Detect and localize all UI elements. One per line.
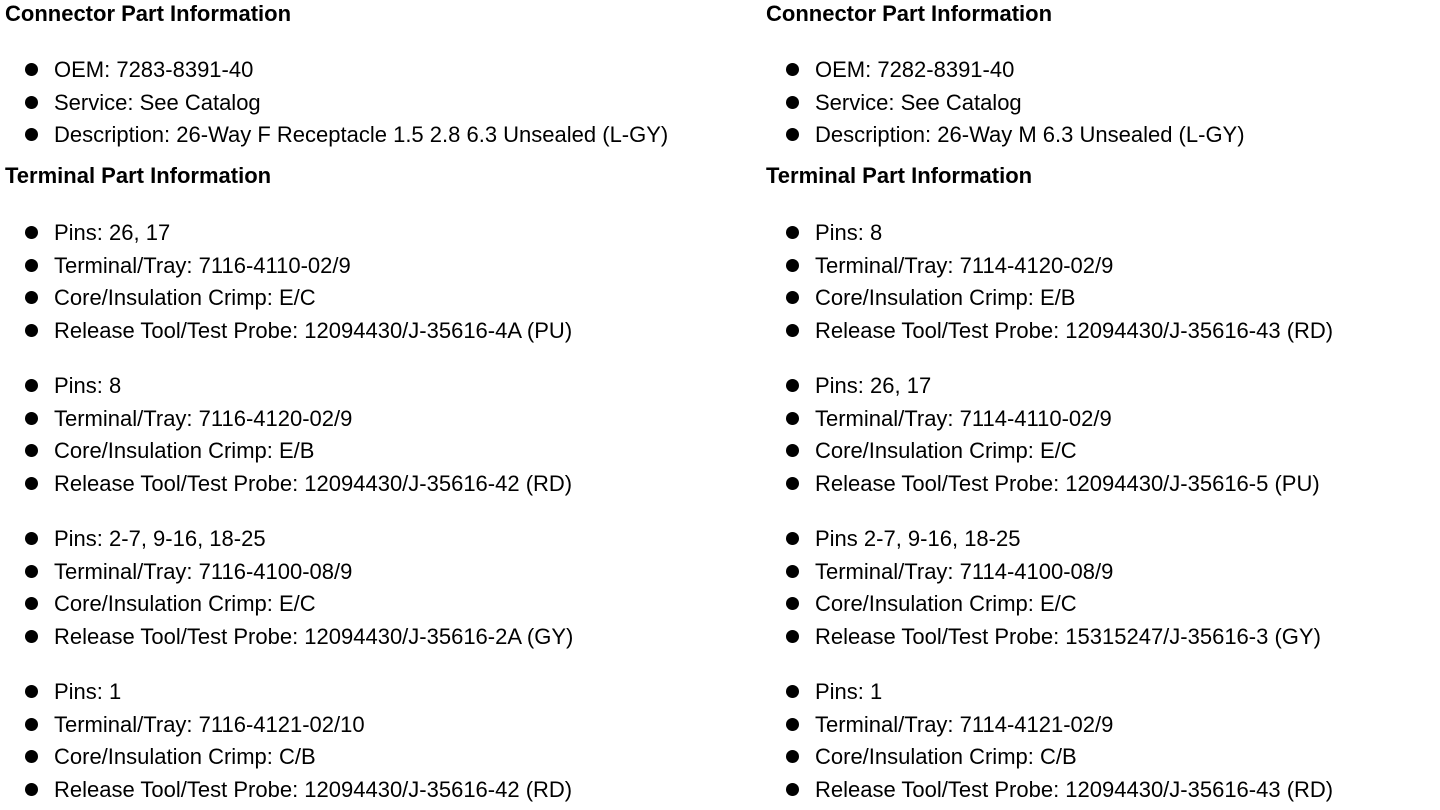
bullet-icon (25, 718, 38, 731)
bullet-icon (25, 532, 38, 545)
terminal-item-text: Release Tool/Test Probe: 12094430/J-35616-43 (RD) (815, 777, 1334, 802)
terminal-item-text: Core/Insulation Crimp: E/B (54, 438, 315, 463)
bullet-icon (25, 685, 38, 698)
connector-item-text: Service: See Catalog (54, 90, 261, 115)
bullet-icon (25, 750, 38, 763)
terminal-item-text: Terminal/Tray: 7116-4100-08/9 (54, 559, 353, 584)
terminal-item-text: Release Tool/Test Probe: 12094430/J-35616-42 (RD) (54, 471, 573, 496)
bullet-icon (25, 63, 38, 76)
connector-heading: Connector Part Information (5, 1, 292, 26)
terminal-item-text: Release Tool/Test Probe: 15315247/J-35616-3 (GY) (815, 624, 1321, 649)
bullet-icon (786, 685, 799, 698)
terminal-item-text: Core/Insulation Crimp: E/C (54, 591, 316, 616)
terminal-item-text: Pins 2-7, 9-16, 18-25 (815, 526, 1021, 551)
bullet-icon (786, 565, 799, 578)
terminal-item-text: Core/Insulation Crimp: C/B (54, 744, 316, 769)
bullet-icon (786, 291, 799, 304)
terminal-item-text: Pins: 8 (815, 220, 883, 245)
bullet-icon (25, 565, 38, 578)
terminal-item-text: Release Tool/Test Probe: 12094430/J-35616-42 (RD) (54, 777, 573, 802)
terminal-item-text: Core/Insulation Crimp: E/B (815, 285, 1076, 310)
bullet-icon (25, 128, 38, 141)
bullet-icon (786, 324, 799, 337)
terminal-heading: Terminal Part Information (5, 163, 272, 188)
bullet-icon (25, 477, 38, 490)
terminal-item-text: Release Tool/Test Probe: 12094430/J-35616-4A (PU) (54, 318, 573, 343)
terminal-item-text: Pins: 8 (54, 373, 122, 398)
terminal-item-text: Release Tool/Test Probe: 12094430/J-35616-2A (GY) (54, 624, 574, 649)
bullet-icon (25, 783, 38, 796)
bullet-icon (25, 597, 38, 610)
bullet-icon (25, 291, 38, 304)
terminal-item-text: Terminal/Tray: 7116-4121-02/10 (54, 712, 365, 737)
terminal-item-text: Terminal/Tray: 7114-4120-02/9 (815, 253, 1114, 278)
bullet-icon (25, 259, 38, 272)
bullet-icon (786, 226, 799, 239)
bullet-icon (786, 597, 799, 610)
bullet-icon (786, 532, 799, 545)
bullet-icon (786, 444, 799, 457)
bullet-icon (786, 412, 799, 425)
terminal-item-text: Terminal/Tray: 7114-4121-02/9 (815, 712, 1114, 737)
bullet-icon (786, 477, 799, 490)
bullet-icon (25, 96, 38, 109)
terminal-item-text: Terminal/Tray: 7114-4100-08/9 (815, 559, 1114, 584)
bullet-icon (786, 128, 799, 141)
bullet-icon (25, 226, 38, 239)
terminal-item-text: Pins: 26, 17 (54, 220, 171, 245)
terminal-item-text: Core/Insulation Crimp: C/B (815, 744, 1077, 769)
bullet-icon (786, 718, 799, 731)
bullet-icon (786, 259, 799, 272)
terminal-item-text: Terminal/Tray: 7116-4110-02/9 (54, 253, 351, 278)
terminal-item-text: Pins: 26, 17 (815, 373, 932, 398)
terminal-item-text: Release Tool/Test Probe: 12094430/J-35616-5 (PU) (815, 471, 1320, 496)
terminal-heading: Terminal Part Information (766, 163, 1033, 188)
terminal-item-text: Core/Insulation Crimp: E/C (815, 438, 1077, 463)
connector-item-text: OEM: 7283-8391-40 (54, 57, 254, 82)
bullet-icon (786, 750, 799, 763)
bullet-icon (25, 412, 38, 425)
bullet-icon (25, 444, 38, 457)
bullet-icon (25, 379, 38, 392)
connector-item-text: Description: 26-Way M 6.3 Unsealed (L-GY) (815, 122, 1245, 147)
bullet-icon (786, 379, 799, 392)
terminal-item-text: Pins: 1 (54, 679, 122, 704)
terminal-item-text: Pins: 2-7, 9-16, 18-25 (54, 526, 266, 551)
terminal-item-text: Core/Insulation Crimp: E/C (54, 285, 316, 310)
terminal-item-text: Terminal/Tray: 7116-4120-02/9 (54, 406, 353, 431)
connector-item-text: Description: 26-Way F Receptacle 1.5 2.8 6.3 Unsealed (L-GY) (54, 122, 669, 147)
terminal-item-text: Release Tool/Test Probe: 12094430/J-35616-43 (RD) (815, 318, 1334, 343)
bullet-icon (25, 630, 38, 643)
bullet-icon (786, 63, 799, 76)
terminal-item-text: Terminal/Tray: 7114-4110-02/9 (815, 406, 1112, 431)
connector-item-text: Service: See Catalog (815, 90, 1022, 115)
bullet-icon (25, 324, 38, 337)
terminal-item-text: Core/Insulation Crimp: E/C (815, 591, 1077, 616)
terminal-item-text: Pins: 1 (815, 679, 883, 704)
connector-heading: Connector Part Information (766, 1, 1053, 26)
connector-item-text: OEM: 7282-8391-40 (815, 57, 1015, 82)
bullet-icon (786, 96, 799, 109)
bullet-icon (786, 783, 799, 796)
bullet-icon (786, 630, 799, 643)
